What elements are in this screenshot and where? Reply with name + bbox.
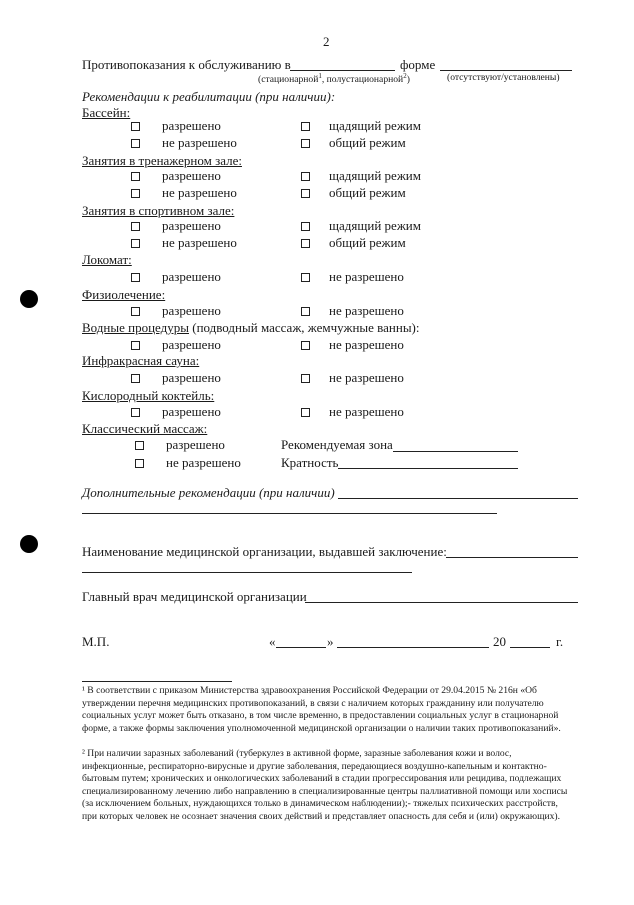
date-open-quote: « [269, 634, 276, 649]
sport-gentle-label: щадящий режим [329, 218, 421, 233]
section-water: Водные процедуры (подводный массаж, жемчужные ванны): [82, 320, 420, 335]
oxygen-allowed-label: разрешено [162, 404, 221, 419]
section-physio: Физиолечение: [82, 287, 166, 302]
gym-not-allowed-label: не разрешено [162, 185, 237, 200]
pool-general-checkbox[interactable] [301, 139, 310, 148]
section-massage: Классический массаж: [82, 421, 208, 436]
oxygen-not-allowed-checkbox[interactable] [301, 408, 310, 417]
section-lokomat: Локомат: [82, 252, 132, 267]
water-not-allowed-label: не разрешено [329, 337, 404, 352]
form-type-note: (стационарной$^1$, полустационарной$^2$) [258, 72, 410, 86]
org-name-field-2[interactable] [82, 572, 412, 573]
massage-not-allowed-checkbox[interactable] [135, 459, 144, 468]
massage-zone-field[interactable] [393, 451, 518, 452]
massage-not-allowed-label: не разрешено [166, 455, 241, 470]
footnote-2: ² При наличии заразных заболеваний (туберкулез в активной форме, заразные заболевания кожи и волос, инфекционные, респираторно-вирусные и другие заболевания, передающиеся воздушно-капельным и контактно-бытовым путем; хронических и онкологических заболеваний в стадии прогрессирования или рецидива, подлежащих специализированному лечению либо направлению в специализированные центры паллиативной помощи или хосписы (за исключением больных, нуждающихся только в динамическом наблюдении);- тяжелых психических расстройств, при которых человек не осознает значения своих действий и представляет опасность для себя и (или) окружающих). [82, 748, 568, 822]
section-gym: Занятия в тренажерном зале: [82, 153, 242, 168]
date-close-quote: » [327, 634, 334, 649]
form-label: форме [400, 57, 436, 72]
sauna-not-allowed-label: не разрешено [329, 370, 404, 385]
form-type-field[interactable] [290, 70, 395, 71]
sport-allowed-checkbox[interactable] [131, 222, 140, 231]
pool-gentle-checkbox[interactable] [301, 122, 310, 131]
massage-zone-label: Рекомендуемая зона [281, 437, 393, 452]
oxygen-not-allowed-label: не разрешено [329, 404, 404, 419]
chief-doctor-field[interactable] [305, 602, 578, 603]
massage-allowed-checkbox[interactable] [135, 441, 144, 450]
extra-recommendations-field-2[interactable] [82, 513, 497, 514]
lokomat-not-allowed-label: не разрешено [329, 269, 404, 284]
gym-general-checkbox[interactable] [301, 189, 310, 198]
pool-not-allowed-label: не разрешено [162, 135, 237, 150]
massage-frequency-label: Кратность [281, 455, 339, 470]
status-field[interactable] [440, 70, 572, 71]
water-not-allowed-checkbox[interactable] [301, 341, 310, 350]
pool-general-label: общий режим [329, 135, 406, 150]
chief-doctor-label: Главный врач медицинской организации [82, 589, 307, 604]
footnote-separator [82, 681, 232, 682]
gym-general-label: общий режим [329, 185, 406, 200]
massage-allowed-label: разрешено [166, 437, 225, 452]
pool-not-allowed-checkbox[interactable] [131, 139, 140, 148]
org-name-field-1[interactable] [446, 557, 578, 558]
water-allowed-checkbox[interactable] [131, 341, 140, 350]
gym-allowed-label: разрешено [162, 168, 221, 183]
org-name-label: Наименование медицинской организации, выдавшей заключение: [82, 544, 447, 559]
extra-recommendations-label: Дополнительные рекомендации (при наличии) [82, 485, 335, 500]
physio-allowed-checkbox[interactable] [131, 307, 140, 316]
water-allowed-label: разрешено [162, 337, 221, 352]
massage-frequency-field[interactable] [338, 468, 518, 469]
sport-general-checkbox[interactable] [301, 239, 310, 248]
lokomat-allowed-checkbox[interactable] [131, 273, 140, 282]
date-year-field[interactable] [510, 647, 550, 648]
footnote-1: ¹ В соответствии с приказом Министерства здравоохранения Российской Федерации от 29.04.2015 № 216н «Об утверждении перечня медицинских противопоказаний, в связи с наличием которых гражданину или получателю социальных услуг может быть отказано, в том числе временно, в предоставлении социальных услуг в стационарной форме, а также формы заключения уполномоченной медицинской организации о наличии таких противопоказаний». [82, 685, 561, 734]
gym-gentle-checkbox[interactable] [301, 172, 310, 181]
lokomat-not-allowed-checkbox[interactable] [301, 273, 310, 282]
date-year-suffix: г. [556, 634, 564, 649]
binder-hole-top [20, 290, 38, 308]
extra-recommendations-field-1[interactable] [338, 498, 578, 499]
sport-allowed-label: разрешено [162, 218, 221, 233]
physio-not-allowed-label: не разрешено [329, 303, 404, 318]
rehab-title: Рекомендации к реабилитации (при наличии): [82, 89, 336, 104]
sauna-allowed-label: разрешено [162, 370, 221, 385]
gym-gentle-label: щадящий режим [329, 168, 421, 183]
date-day-field[interactable] [276, 647, 326, 648]
pool-allowed-checkbox[interactable] [131, 122, 140, 131]
physio-not-allowed-checkbox[interactable] [301, 307, 310, 316]
sauna-allowed-checkbox[interactable] [131, 374, 140, 383]
section-oxygen: Кислородный коктейль: [82, 388, 215, 403]
binder-hole-bottom [20, 535, 38, 553]
section-sauna: Инфракрасная сауна: [82, 353, 200, 368]
pool-gentle-label: щадящий режим [329, 118, 421, 133]
page-number: 2 [323, 34, 330, 49]
contraindications-label: Противопоказания к обслуживанию в [82, 57, 291, 72]
section-sport-hall: Занятия в спортивном зале: [82, 203, 235, 218]
sauna-not-allowed-checkbox[interactable] [301, 374, 310, 383]
status-note: (отсутствуют/установлены) [447, 72, 560, 83]
sport-not-allowed-label: не разрешено [162, 235, 237, 250]
lokomat-allowed-label: разрешено [162, 269, 221, 284]
stamp-place-label: М.П. [82, 634, 110, 649]
date-month-field[interactable] [337, 647, 489, 648]
physio-allowed-label: разрешено [162, 303, 221, 318]
section-pool: Бассейн: [82, 105, 131, 120]
oxygen-allowed-checkbox[interactable] [131, 408, 140, 417]
sport-not-allowed-checkbox[interactable] [131, 239, 140, 248]
sport-general-label: общий режим [329, 235, 406, 250]
gym-not-allowed-checkbox[interactable] [131, 189, 140, 198]
pool-allowed-label: разрешено [162, 118, 221, 133]
gym-allowed-checkbox[interactable] [131, 172, 140, 181]
sport-gentle-checkbox[interactable] [301, 222, 310, 231]
date-year-prefix: 20 [493, 634, 506, 649]
